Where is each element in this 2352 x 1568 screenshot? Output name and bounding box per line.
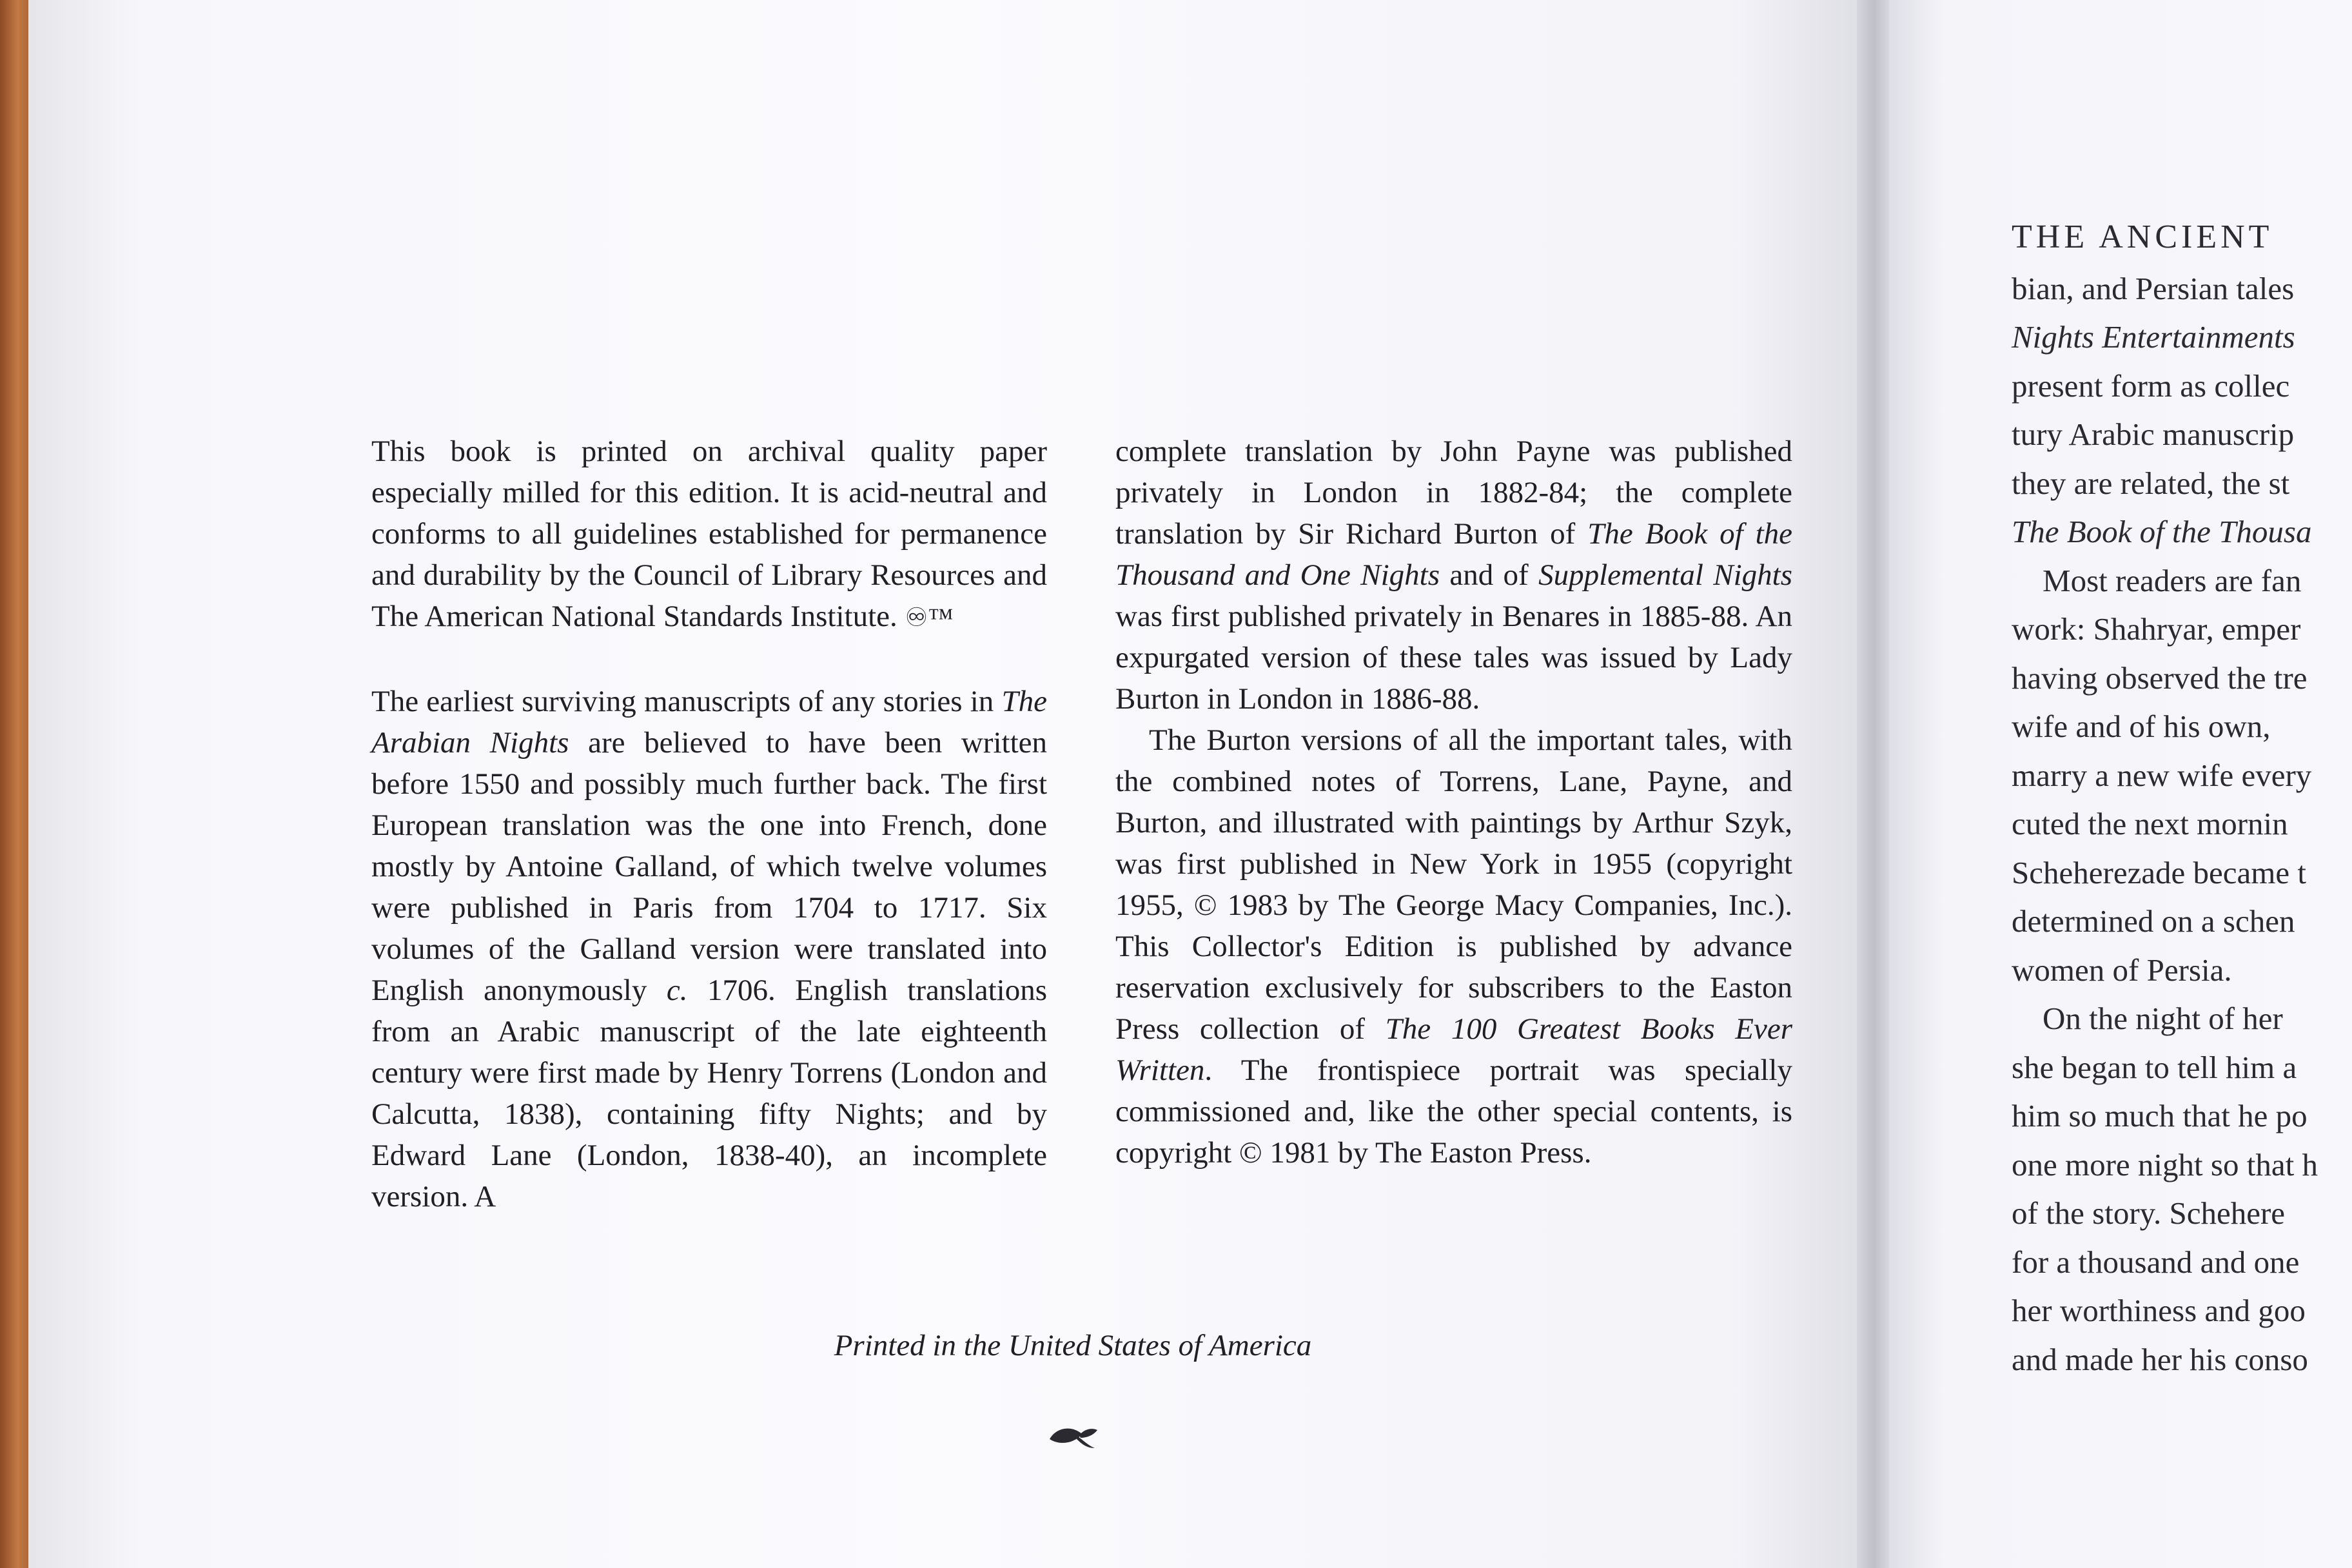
paragraph-gap: [371, 638, 1047, 681]
printed-in-usa-imprint: Printed in the United States of America: [834, 1329, 1312, 1362]
right-line: marry a new wife every: [2012, 757, 2312, 793]
edition-paragraph: The Burton versions of all the important tales, with the combined notes of Torrens, Lane, Payne, and Burton, and illustrated with paintings by Arthur Szyk, was first published in New York in 1955 (copyright 1955, © 1983 by The George Macy Companies, Inc.). This Collector's Edition is published by advance reservation exclusively for subscribers to the Easton Press collection of The 100 Greatest Books Ever Written. The frontispiece portrait was specially commissioned and, like the other special contents, is copyright © 1981 by The Easton Press.: [1115, 723, 1792, 1170]
right-line: wife and of his own,: [2012, 709, 2271, 744]
right-line: The Book of the Thousa: [2012, 514, 2312, 549]
right-line: women of Persia.: [2012, 952, 2232, 988]
right-line: for a thousand and one: [2012, 1244, 2300, 1280]
right-line: work: Shahryar, emper: [2012, 611, 2301, 647]
right-page: [1889, 0, 2352, 1568]
right-line: determined on a schen: [2012, 903, 2295, 939]
title-100-greatest-books: The 100 Greatest Books Ever Written: [1115, 1012, 1792, 1087]
left-page-column-2: [1115, 431, 1792, 1173]
right-line: Scheherezade became t: [2012, 854, 2307, 890]
right-line: On the night of her: [2043, 1001, 2283, 1036]
left-page-column-1: [371, 431, 1047, 1217]
right-line: Most readers are fan: [2043, 562, 2302, 598]
leaf-ornament-icon: [1047, 1424, 1099, 1453]
right-line: of the story. Schehere: [2012, 1195, 2286, 1231]
translations-paragraph: complete translation by John Payne was published privately in London in 1882-84; the complete translation by Sir Richard Burton of The Book of the Thousand and One Nights and of Supplemental Nights was first published privately in Benares in 1885-88. An expurgated version of these tales was issued by Lady Burton in London in 1886-88.: [1115, 435, 1792, 716]
right-page-text: [2012, 213, 2352, 1384]
right-line: bian, and Persian tales: [2012, 270, 2295, 306]
archival-paper-paragraph: This book is printed on archival quality paper especially milled for this edition. It is acid-neutral and conforms to all guidelines established for permanence and durability by the Council of Library Resources and The American National Standards Institute. ♾™: [371, 435, 1047, 633]
right-line: cuted the next mornin: [2012, 806, 2288, 841]
title-thousand-nights: The Book of the Thousand and One Nights: [1115, 517, 1792, 592]
left-page: [28, 0, 1879, 1568]
right-line: having observed the tre: [2012, 660, 2308, 696]
title-arabian-nights: The Arabian Nights: [371, 685, 1047, 760]
right-page-heading: THE ANCIENT: [2012, 219, 2273, 255]
title-supplemental-nights: Supplemental Nights: [1538, 558, 1792, 592]
right-line: present form as collec: [2012, 368, 2290, 404]
book-cover-edge: [0, 0, 32, 1568]
right-line: and made her his conso: [2012, 1341, 2308, 1377]
right-line: her worthiness and goo: [2012, 1293, 2306, 1328]
right-line: Nights Entertainments: [2012, 319, 2295, 355]
circa-abbreviation: c.: [666, 974, 688, 1007]
right-line: one more night so that h: [2012, 1146, 2318, 1182]
right-line: she began to tell him a: [2012, 1049, 2297, 1085]
permanence-symbol: ♾™: [905, 603, 954, 632]
history-paragraph: The earliest surviving manuscripts of any stories in The Arabian Nights are believed to have been written before 1550 and possibly much further back. The first European translation was the one into French, done mostly by Antoine Galland, of which twelve volumes were published in Paris from 1704 to 1717. Six volumes of the Galland version were translated into English anonymously c. 1706. English translations from an Arabic manuscript of the late eighteenth century were first made by Henry Torrens (London and Calcutta, 1838), containing fifty Nights; and by Edward Lane (London, 1838-40), an incomplete version. A: [371, 685, 1047, 1213]
right-line: tury Arabic manuscrip: [2012, 416, 2295, 452]
right-line: they are related, the st: [2012, 465, 2290, 501]
right-line: him so much that he po: [2012, 1098, 2308, 1133]
